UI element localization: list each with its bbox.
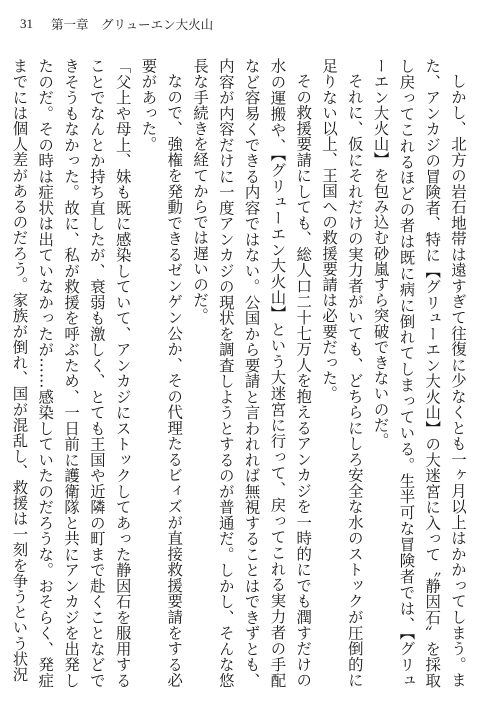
running-header: [20, 14, 213, 34]
paragraph: それに、仮にそれだけの実力者がいても、どちらにしろ安全な水のストックが圧倒的に足りない以上、王国への救援要請は必要だった。: [320, 58, 364, 688]
paragraph: なので、強権を発動できるゼンゲン公か、その代理たるビィズが直接救援要請をする必要があった。: [139, 58, 184, 688]
page-number: 31: [20, 16, 33, 31]
chapter-title: 第一章 グリューエン大火山: [51, 17, 214, 32]
vertical-body-text: [10, 58, 470, 688]
dialogue-paragraph: 「父上や母上、妹も既に感染していて、アンカジにストックしてあった静因石を服用することでなんとか持ち直したが、衰弱も激しく、とても王国や近隣の町まで赴くことなどできそうもなかった。故に、私が救援を呼ぶため、一日前に護衛隊と共にアンカジを出発したのだ。その時は症状は出ていなかったが……感染していたのだろうな。おそらく、発症までには個人差があるのだろう。家族が倒れ、国が混乱し、救援は一刻を争うという状況: [10, 58, 132, 688]
paragraph: その救援要請にしても、総人口二十七万人を抱えるアンカジを一時的にでも潤すだけの水の運搬や、【グリューエン大火山】という大迷宮に行って、戻ってこれる実力者の手配など容易くできる内容ではない。公国から要請と言われれば無視することはできずとも、内容が内容だけに一度アンカジの現状を調査しようとするのが普通だ。しかし、そんな悠長な手続きを経てからでは遅いのだ。: [191, 58, 313, 688]
paragraph: しかし、北方の岩石地帯は遠すぎて往復に少なくとも一ヶ月以上はかかってしまう。また、アンカジの冒険者、特に【グリューエン大火山】の大迷宮に入って〝静因石〟を採取し戻ってこれるほどの者は既に病に倒れてしまっている。生半可な冒険者では、【グリューエン大火山】を包み込む砂嵐すら突破できないのだ。: [371, 58, 467, 688]
